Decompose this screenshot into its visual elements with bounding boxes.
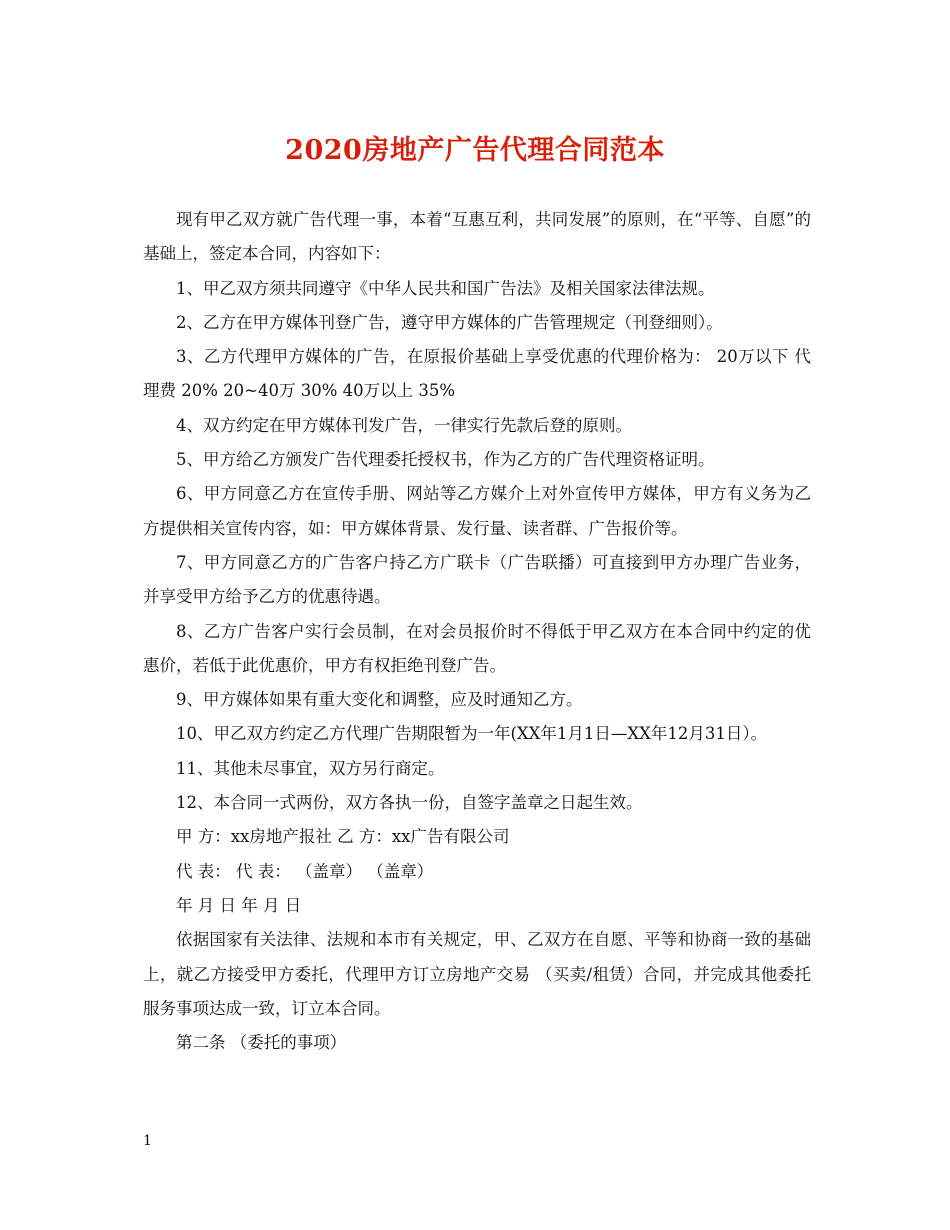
- paragraph-clause-3: 3、乙方代理甲方媒体的广告，在原报价基础上享受优惠的代理价格为： 20万以下 代理费 20% 20~40万 30% 40万以上 35%: [143, 347, 811, 401]
- paragraph-clause-7: 7、甲方同意乙方的广告客户持乙方广联卡（广告联播）可直接到甲方办理广告业务，并享受甲方给予乙方的优惠待遇。: [143, 552, 811, 607]
- paragraph-clause-6: 6、甲方同意乙方在宣传手册、网站等乙方媒介上对外宣传甲方媒体，甲方有义务为乙方提供相关宣传内容，如：甲方媒体背景、发行量、读者群、广告报价等。: [143, 484, 811, 538]
- paragraph-clause-2: 2、乙方在甲方媒体刊登广告，遵守甲方媒体的广告管理规定（刊登细则）。: [176, 312, 723, 332]
- paragraph-clause-8: 8、乙方广告客户实行会员制，在对会员报价时不得低于甲乙双方在本合同中约定的优惠价，若低于此优惠价，甲方有权拒绝刊登广告。: [143, 621, 811, 675]
- signature-parties: 甲 方：xx房地产报社 乙 方：xx广告有限公司: [176, 827, 510, 847]
- signature-representatives: 代 表： 代 表： （盖章） （盖章）: [176, 861, 434, 881]
- paragraph-clause-1: 1、甲乙双方须共同遵守《中华人民共和国广告法》及相关国家法律法规。: [176, 278, 715, 298]
- page-number: 1: [143, 1133, 152, 1149]
- document-body: [143, 203, 811, 1060]
- paragraph-intro: 现有甲乙双方就广告代理一事，本着“互惠互利，共同发展”的原则，在“平等、自愿”的基础上，签定本合同，内容如下：: [143, 210, 811, 264]
- paragraph-clause-12: 12、本合同一式两份，双方各执一份，自签字盖章之日起生效。: [176, 793, 643, 813]
- document-title: 2020房地产广告代理合同范本: [285, 135, 665, 166]
- paragraph-clause-9: 9、甲方媒体如果有重大变化和调整，应及时通知乙方。: [176, 690, 583, 710]
- signature-dates: 年 月 日 年 月 日: [176, 895, 302, 915]
- paragraph-clause-11: 11、其他未尽事宜，双方另行商定。: [176, 758, 445, 778]
- paragraph-clause-4: 4、双方约定在甲方媒体刊发广告，一律实行先款后登的原则。: [176, 415, 632, 435]
- paragraph-preamble: 依据国家有关法律、法规和本市有关规定，甲、乙双方在自愿、平等和协商一致的基础上，就乙方接受甲方委托，代理甲方订立房地产交易 （买卖/租赁）合同，并完成其他委托服务事项达成一致，订立本合同。: [143, 930, 811, 1018]
- paragraph-clause-5: 5、甲方给乙方颁发广告代理委托授权书，作为乙方的广告代理资格证明。: [176, 450, 715, 470]
- paragraph-article-2: 第二条 （委托的事项）: [176, 1033, 347, 1053]
- paragraph-clause-10: 10、甲乙双方约定乙方代理广告期限暂为一年(XX年1月1日—XX年12月31日）。: [176, 724, 768, 744]
